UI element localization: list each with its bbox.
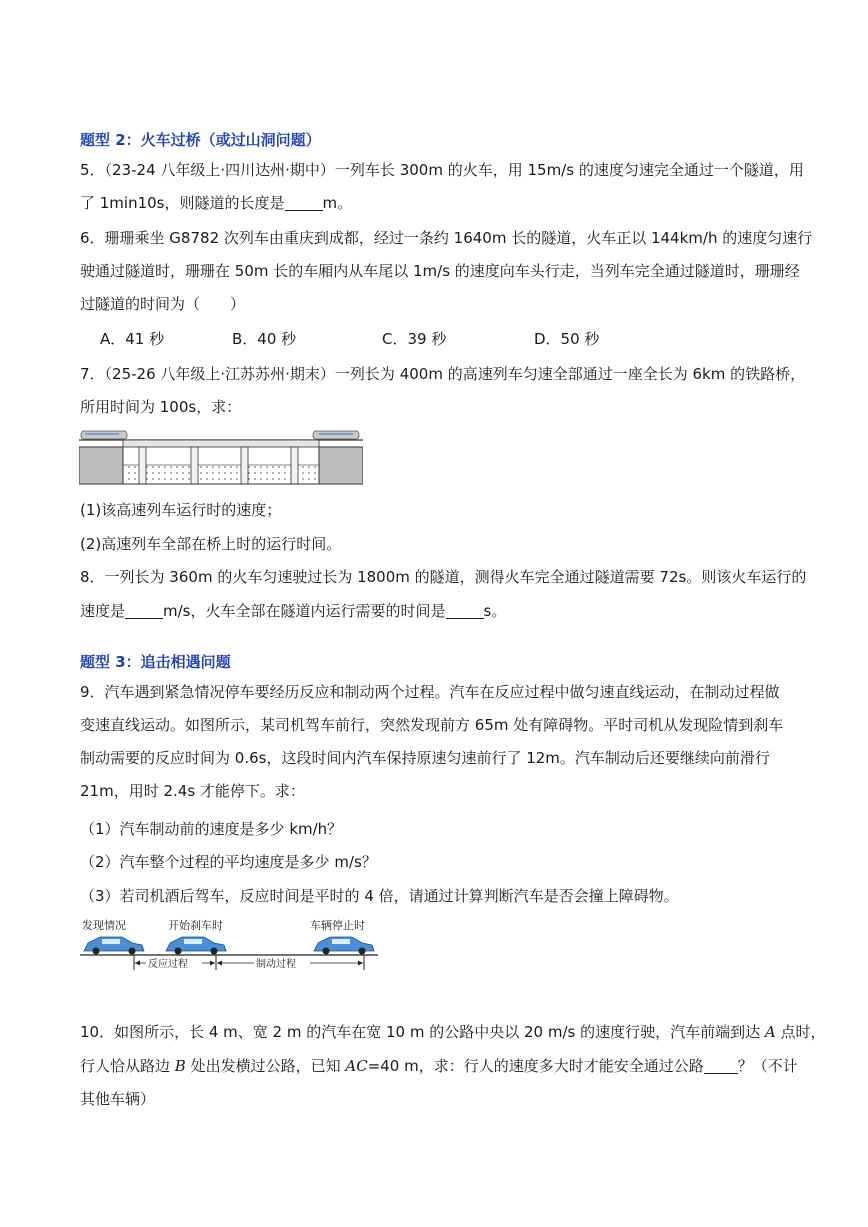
label-reaction: 反应过程 xyxy=(148,959,188,970)
label-brake: 开始刹车时 xyxy=(168,919,223,932)
q8-line-1: 8．一列长为 360m 的火车匀速驶过长为 1800m 的隧道，测得火车完全通过隧道需要 72s。则该火车运行的 xyxy=(80,568,807,586)
q9-sub-2: （2）汽车整个过程的平均速度是多少 m/s？ xyxy=(80,853,377,871)
q10-line-3: 其他车辆） xyxy=(80,1090,156,1108)
q8-text-c: s。 xyxy=(483,602,507,620)
q9-line-2: 变速直线运动。如图所示，某司机驾车前行，突然发现前方 65m 处有障碍物。平时司机从发现险情到刹车 xyxy=(80,716,784,734)
q7-line-1: 7．（25-26 八年级上·江苏苏州·期末）一列长为 400m 的高速列车匀速全部通过一座全长为 6km 的铁路桥， xyxy=(80,365,806,383)
car-icon xyxy=(314,937,374,955)
q10-segment-ac: AC xyxy=(345,1057,368,1075)
q8-text-a: 速度是 xyxy=(80,602,126,620)
q9-sub-1: （1）汽车制动前的速度是多少 km/h？ xyxy=(80,820,343,838)
label-discover: 发现情况 xyxy=(82,919,126,932)
q9-line-1: 9．汽车遇到紧急情况停车要经历反应和制动两个过程。汽车在反应过程中做匀速直线运动，在制动过程做 xyxy=(80,683,780,701)
label-braking: 制动过程 xyxy=(256,959,296,970)
q10-point-a: A xyxy=(764,1023,776,1041)
q8-text-b: m/s，火车全部在隧道内运行需要的时间是 xyxy=(163,602,446,620)
q7-sub-2: (2)高速列车全部在桥上时的运行时间。 xyxy=(80,535,342,553)
q6-line-2: 驶通过隧道时，珊珊在 50m 长的车厢内从车尾以 1m/s 的速度向车头行走，当列车完全通过隧道时，珊珊经 xyxy=(80,262,800,280)
q9-line-4: 21m，用时 2.4s 才能停下。求： xyxy=(80,782,305,800)
braking-figure xyxy=(80,918,380,970)
q5-line-2 xyxy=(80,187,792,220)
q10-text-d: 处出发横过公路，已知 xyxy=(185,1057,346,1075)
q8-time-blank[interactable] xyxy=(446,602,484,619)
q10-text-b: 点时， xyxy=(775,1023,826,1041)
q5-text-a: 了 1min10s，则隧道的长度是 xyxy=(80,194,285,212)
q5-text-b: m。 xyxy=(322,194,353,212)
q6-option-d[interactable]: D．50 秒 xyxy=(534,330,600,348)
car-icon xyxy=(84,937,144,955)
q9-sub-3: （3）若司机酒后驾车，反应时间是平时的 4 倍，请通过计算判断汽车是否会撞上障碍物。 xyxy=(80,887,679,905)
q6-line-1: 6．珊珊乘坐 G8782 次列车由重庆到成都，经过一条约 1640m 长的隧道，火车正以 144km/h 的速度匀速行 xyxy=(80,229,813,247)
q7-line-2: 所用时间为 100s，求： xyxy=(80,398,242,416)
q10-answer-blank[interactable] xyxy=(704,1057,738,1074)
q10-text-a: 10．如图所示，长 4 m、宽 2 m 的汽车在宽 10 m 的公路中央以 20 m/s 的速度行驶，汽车前端到达 xyxy=(80,1023,765,1041)
q6-line-3: 过隧道的时间为（ ） xyxy=(80,295,246,313)
q5-answer-blank[interactable] xyxy=(285,194,323,211)
label-stop: 车辆停止时 xyxy=(310,919,365,932)
bridge-figure xyxy=(79,429,363,485)
q10-text-e: =40 m，求：行人的速度多大时才能安全通过公路 xyxy=(367,1057,704,1075)
q6-option-a[interactable]: A．41 秒 xyxy=(100,330,165,348)
section-3-heading: 题型 3：追击相遇问题 xyxy=(80,653,231,671)
q9-line-3: 制动需要的反应时间为 0.6s，这段时间内汽车保持原速匀速前行了 12m。汽车制动后还要继续向前滑行 xyxy=(80,749,770,767)
q8-line-2 xyxy=(80,595,792,628)
q10-line-2 xyxy=(80,1050,798,1083)
q7-sub-1: (1)该高速列车运行时的速度； xyxy=(80,501,282,519)
q10-text-c: 行人恰从路边 xyxy=(80,1057,175,1075)
q5-line-1: 5．（23-24 八年级上·四川达州·期中）一列车长 300m 的火车，用 15m/s 的速度匀速完全通过一个隧道，用 xyxy=(80,161,804,179)
q10-point-b: B xyxy=(174,1057,186,1075)
q8-speed-blank[interactable] xyxy=(125,602,163,619)
q6-option-c[interactable]: C．39 秒 xyxy=(382,330,447,348)
train-right-icon xyxy=(313,431,359,439)
q10-line-1 xyxy=(80,1016,826,1049)
q10-text-f: ？（不计 xyxy=(737,1057,798,1075)
q6-option-b[interactable]: B．40 秒 xyxy=(232,330,297,348)
train-left-icon xyxy=(81,431,127,439)
car-icon xyxy=(166,937,226,955)
section-2-heading: 题型 2：火车过桥（或过山洞问题） xyxy=(80,131,321,149)
bridge-deck xyxy=(123,440,319,447)
